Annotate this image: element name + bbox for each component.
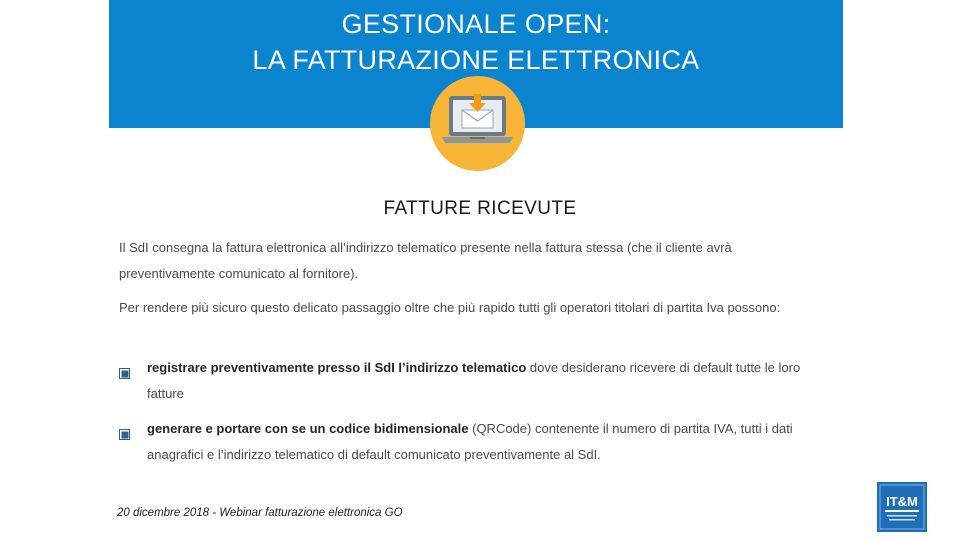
- slide-title: [109, 6, 843, 78]
- bullet-text: [147, 416, 809, 468]
- slide-title-line2: LA FATTURAZIONE ELETTRONICA: [252, 45, 700, 75]
- company-logo: [877, 482, 927, 532]
- bullet-item: [119, 416, 809, 468]
- bullet-rest-text: dove desiderano ricevere di default tutte le loro fatture: [147, 360, 801, 401]
- slide-footer: 20 dicembre 2018 - Webinar fatturazione elettronica GO: [117, 507, 403, 519]
- svg-text:IT&M: IT&M: [886, 494, 918, 509]
- checkbox-bullet-icon: [119, 423, 130, 434]
- bullet-item: [119, 355, 809, 407]
- section-heading: FATTURE RICEVUTE: [383, 198, 577, 219]
- bullet-text: [147, 355, 809, 407]
- slide-title-line1: GESTIONALE OPEN:: [341, 9, 611, 39]
- paragraph-operators: Per rendere più sicuro questo delicato passaggio oltre che più rapido tutti gli operatori titolari di partita Iva possono:: [119, 300, 781, 315]
- bullet-rest-text: (QRCode) contenente il numero di partita IVA, tutti i dati anagrafici e l’indirizzo telematico di default comunicato preventivamente al SdI.: [147, 421, 793, 462]
- bullet-bold-text: registrare preventivamente presso il SdI l’indirizzo telematico: [147, 360, 527, 375]
- checkbox-bullet-icon: [119, 362, 130, 373]
- laptop-email-icon: [430, 76, 525, 171]
- bullet-bold-text: generare e portare con se un codice bidimensionale: [147, 421, 469, 436]
- paragraph-sdi-delivery: Il SdI consegna la fattura elettronica all’indirizzo telematico presente nella fattura stessa (che il cliente avrà preventivamente comunicato al fornitore).: [119, 240, 732, 281]
